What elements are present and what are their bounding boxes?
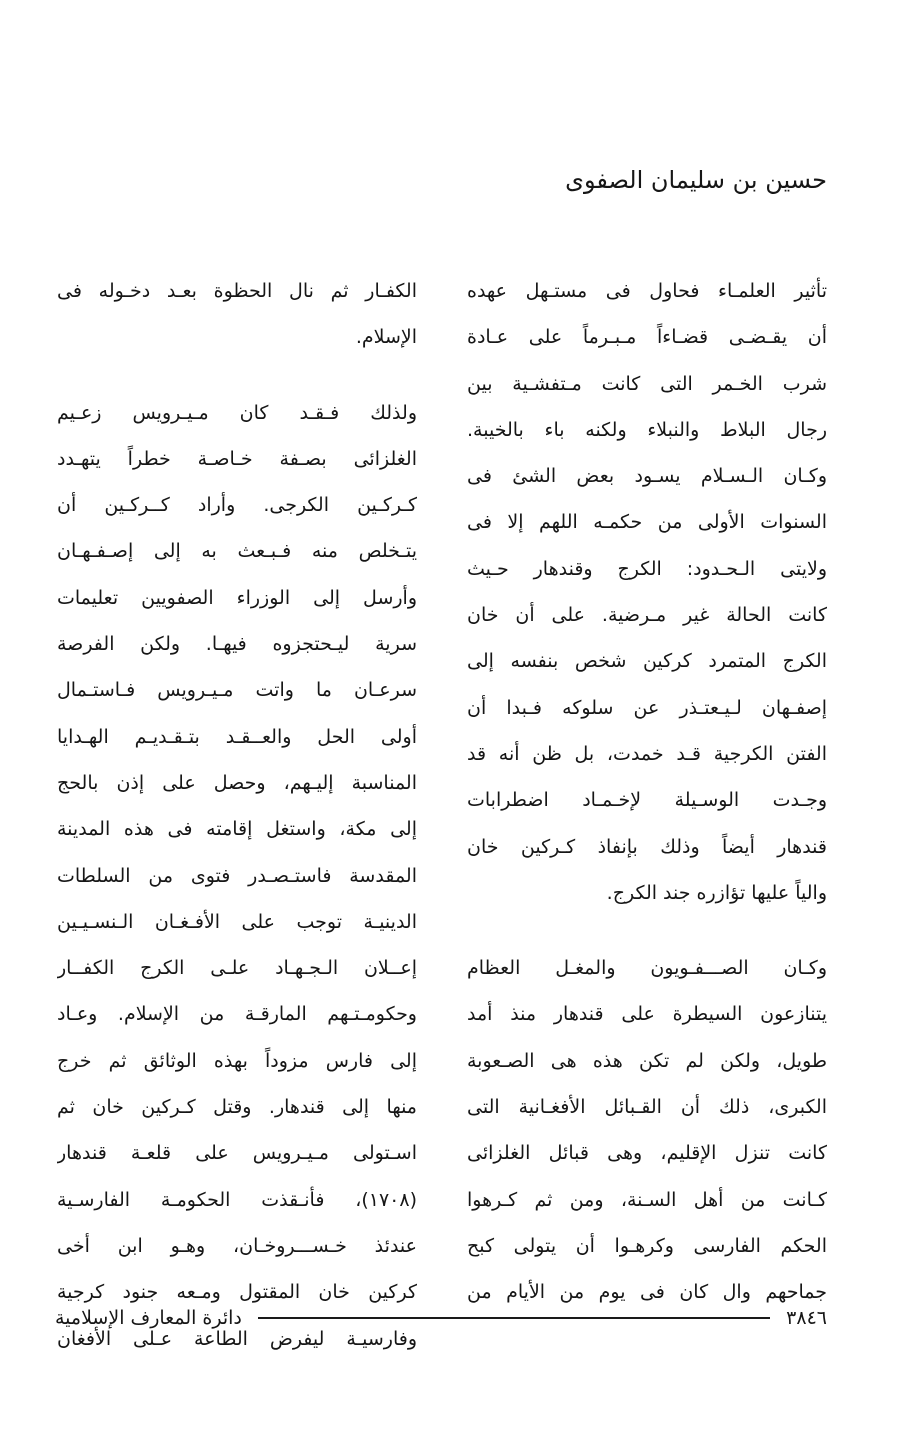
text-line: كانت تنزل الإقليم، وهى قبائل الغلزائى <box>467 1142 827 1165</box>
text-line: كركين خان المقتول ومـعه جنود كرجية <box>57 1281 417 1304</box>
text-line: شرب الخـمر التى كانت مـتفشـية بين <box>467 372 827 395</box>
text-line: كـانت من أهل السـنة، ومن ثم كـرهوا <box>467 1188 827 1211</box>
text-line: منها إلى قندهار. وقتل كـركين خان ثم <box>57 1096 417 1119</box>
paragraph-gap <box>57 361 417 390</box>
text-line: سرية ليـحتجزوه فيهـا. ولكن الفرصة <box>57 633 417 656</box>
text-line: وجـدت الوسـيلة لإخـمـاد اضطرابات <box>467 789 827 812</box>
text-line: رجال البلاط والنبلاء ولكنه باء بالخيبة. <box>467 418 827 441</box>
footer-rule <box>258 1317 770 1319</box>
right-column <box>467 268 827 1316</box>
text-line: (١٧٠٨)، فأنـقذت الحكومـة الفارسـية <box>57 1188 417 1211</box>
text-line: قندهار أيضاً وذلك بإنفاذ كـركين خان <box>467 835 827 858</box>
text-line: كـركـين الكرجى. وأراد كــركـين أن <box>57 494 417 517</box>
text-line: المناسبة إليـهم، وحصل على إذن بالحج <box>57 771 417 794</box>
text-line: تأثير العلمـاء فحاول فى مستـهل عهده <box>467 280 827 302</box>
text-line: سرعـان ما واتت مـيـرويس فـاستـمال <box>57 679 417 702</box>
text-line: جماحهم وال كان فى يوم من الأيام من <box>467 1281 827 1304</box>
text-line: طويل، ولكن لم تكن هذه هى الصـعوبة <box>467 1049 827 1072</box>
left-column <box>57 268 417 1362</box>
text-line: وكـان الصـــفـويون والمغـل العظام <box>467 957 827 980</box>
text-line-last: والياً عليها تؤازره جند الكرج. <box>606 881 827 904</box>
text-line: ولذلك فـقـد كان مـيـرويس زعـيم <box>57 401 417 424</box>
text-line: إعــلان الـجـهـاد علـى الكرج الكفــار <box>57 957 417 980</box>
page-number: ٣٨٤٦ <box>786 1307 827 1329</box>
text-line: الكفـار ثم نال الحظوة بعـد دخـوله فى <box>57 280 417 302</box>
text-line: يتـخلص منه فـبـعث به إلى إصـفـهـان <box>57 540 417 563</box>
text-line: المقدسة فاستـصـدر فتوى من السلطات <box>57 864 417 887</box>
text-line: وفارسيـة ليفرض الطاعة عـلى الأفغان <box>57 1327 417 1350</box>
text-line: وكـان الـسـلام يسـود بعض الشئ فى <box>467 465 827 488</box>
text-line: اسـتولى مـيـرويس على قلعـة قندهار <box>57 1142 417 1165</box>
left-paragraph-1 <box>57 268 417 361</box>
text-line: إلى فارس مزوداً بهذه الوثائق ثم خرج <box>57 1049 417 1072</box>
text-line: ولايتى الـحـدود: الكرج وقندهار حـيث <box>467 557 827 580</box>
text-line: الدينيـة توجب على الأفـغـان الـنسـيـين <box>57 910 417 933</box>
running-head-title: حسين بن سليمان الصفوى <box>565 166 827 194</box>
journal-title: دائرة المعارف الإسلامية <box>55 1307 242 1329</box>
page-footer <box>55 1300 827 1336</box>
text-line: عندئذ خـســـروخـان، وهـو ابن أخى <box>57 1234 417 1257</box>
text-line: الغلزائى بصـفة خـاصـة خطراً يتهـدد <box>57 447 417 470</box>
text-line: إصفـهان لـيـعتـذر عن سلوكه فـبدا أن <box>467 696 827 719</box>
text-line: يتنازعون السيطرة على قندهار منذ أمد <box>467 1003 827 1026</box>
text-line: الكرج المتمرد كركين شخص بنفسه إلى <box>467 650 827 673</box>
text-line: الفتن الكرجية قـد خمدت، بل ظن أنه قد <box>467 742 827 765</box>
text-line: الكبرى، ذلك أن القـبائل الأفغـانية التى <box>467 1096 827 1119</box>
text-line-last: الإسلام. <box>355 326 417 349</box>
text-line: وأرسل إلى الوزراء الصفويين تعليمات <box>57 586 417 609</box>
text-line: الحكم الفارسى وكرهـوا أن يتولى كبح <box>467 1234 827 1257</box>
paragraph-gap <box>467 916 827 945</box>
text-line: السنوات الأولى من حكمـه اللهم إلا فى <box>467 511 827 534</box>
text-line: أن يقـضـى قضـاءاً مـبـرماً على عـادة <box>467 326 827 349</box>
text-line: وحكومـتـهم المارقـة من الإسلام. وعـاد <box>57 1003 417 1026</box>
left-paragraph-2 <box>57 390 417 1362</box>
right-paragraph-2 <box>467 945 827 1315</box>
text-line: أولى الحل والعــقـد بتـقـديـم الهـدايا <box>57 725 417 748</box>
right-paragraph-1 <box>467 268 827 916</box>
text-line: كانت الحالة غير مـرضية. على أن خان <box>467 604 827 627</box>
text-line: إلى مكة، واستغل إقامته فى هذه المدينة <box>57 818 417 841</box>
